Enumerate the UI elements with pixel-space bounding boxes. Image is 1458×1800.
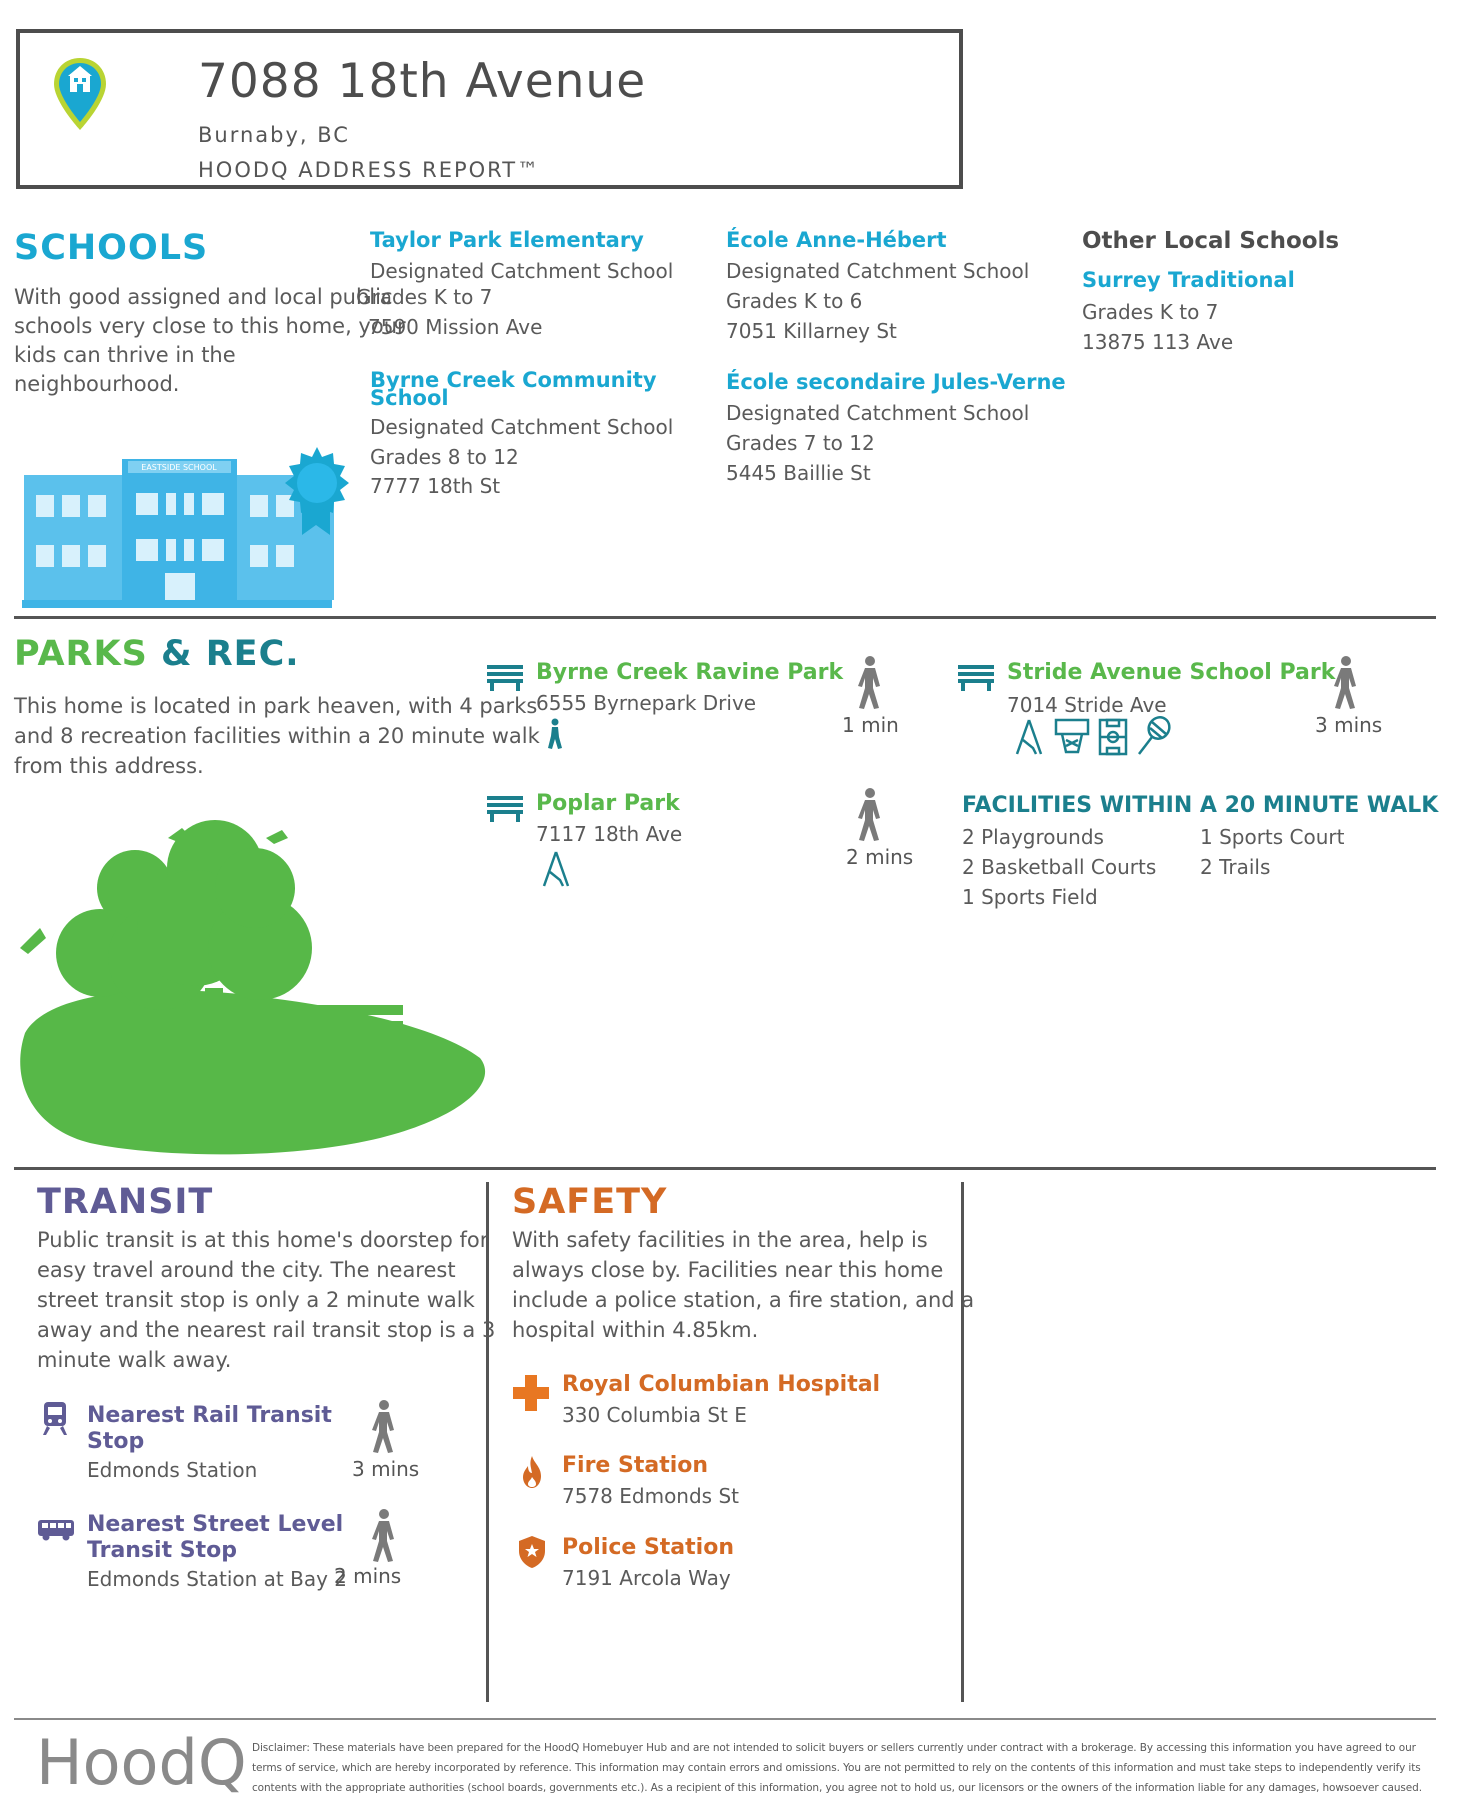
footer-divider [14,1718,1436,1720]
police-badge-icon [518,1535,546,1569]
schools-description-line: neighbourhood. [14,372,180,396]
facility-item: 1 Sports Court [1200,825,1345,849]
park-name[interactable]: Poplar Park [536,791,680,816]
playground-icon [541,850,571,888]
other-school-grades: Grades K to 7 [1082,300,1219,324]
facility-item: 2 Trails [1200,855,1271,879]
school-type: Designated Catchment School [370,415,674,439]
train-icon [42,1400,68,1436]
park-address: 7014 Stride Ave [1007,693,1167,717]
other-schools-heading: Other Local Schools [1082,228,1340,254]
column-divider [961,1182,964,1702]
bench-icon [958,665,994,691]
other-school-name[interactable]: Surrey Traditional [1082,268,1295,292]
facilities-heading: FACILITIES WITHIN A 20 MINUTE WALK [962,793,1439,818]
basketball-icon [1054,718,1090,756]
disclaimer-line: Disclaimer: These materials have been prepared for the HoodQ Homebuyer Hub and are not intended to solicit buyers or sellers currently under contract with a brokerage. By accessing this information you have agreed to our [252,1742,1416,1754]
walk-time: 3 mins [352,1457,420,1481]
flame-icon [521,1455,543,1489]
school-name-continued[interactable]: School [370,386,449,410]
safety-description-line: With safety facilities in the area, help is [512,1228,928,1252]
walking-person-icon [368,1400,400,1454]
section-divider [14,616,1436,619]
report-label: HOODQ ADDRESS REPORT™ [198,158,541,182]
safety-description-line: include a police station, a fire station, and a [512,1288,975,1312]
park-address: 7117 18th Ave [536,822,683,846]
walking-person-icon [854,788,886,842]
school-grades: Grades 7 to 12 [726,431,875,455]
parks-description-line: and 8 recreation facilities within a 20 minute walk [14,724,540,748]
disclaimer-line: terms of service, which are hereby incorporated by reference. This information may contain errors and omissions. You are not permitted to rely on the contents of this information and must take steps to independently verify its [252,1762,1421,1774]
location-pin-icon [52,56,108,132]
safety-facility-name[interactable]: Royal Columbian Hospital [562,1372,881,1397]
schools-description-line: kids can thrive in the [14,343,236,367]
school-address: 7590 Mission Ave [368,315,543,339]
park-illustration [20,808,485,1158]
bench-icon [487,665,523,691]
school-sign: EASTSIDE SCHOOL [141,463,217,472]
safety-title: SAFETY [512,1182,668,1222]
safety-description-line: always close by. Facilities near this home [512,1258,944,1282]
walk-time: 2 mins [334,1564,402,1588]
school-address: 7777 18th St [370,474,501,498]
hoodq-logo: HoodQ [36,1726,247,1799]
address-title: 7088 18th Avenue [198,54,647,109]
walking-person-icon [368,1509,400,1563]
hospital-cross-icon [512,1374,550,1412]
column-divider [486,1182,489,1702]
transit-description-line: Public transit is at this home's doorstep for [37,1228,489,1252]
park-address: 6555 Byrnepark Drive [536,691,757,715]
rail-transit-label[interactable]: Nearest Rail Transit [87,1403,332,1428]
school-address: 7051 Killarney St [726,319,897,343]
sports-court-icon [1136,716,1172,756]
sports-field-icon [1098,718,1128,756]
park-name[interactable]: Byrne Creek Ravine Park [536,660,844,685]
facility-item: 1 Sports Field [962,885,1098,909]
street-transit-label-continued[interactable]: Transit Stop [87,1538,237,1563]
transit-description-line: minute walk away. [37,1348,232,1372]
school-grades: Grades K to 7 [356,285,493,309]
schools-title: SCHOOLS [14,228,209,268]
schools-description-line: schools very close to this home, your [14,314,406,338]
transit-description-line: street transit stop is only a 2 minute walk [37,1288,475,1312]
school-grades: Grades 8 to 12 [370,445,519,469]
rail-transit-label-continued[interactable]: Stop [87,1429,145,1454]
walk-time: 1 min [842,713,899,737]
safety-facility-address: 330 Columbia St E [562,1403,747,1427]
parks-description-line: from this address. [14,754,204,778]
playground-icon [1014,718,1044,756]
school-type: Designated Catchment School [726,401,1030,425]
transit-description-line: away and the nearest rail transit stop is a 3 [37,1318,496,1342]
school-address: 5445 Baillie St [726,461,871,485]
street-transit-label[interactable]: Nearest Street Level [87,1512,344,1537]
walk-time: 2 mins [846,845,914,869]
transit-description-line: easy travel around the city. The nearest [37,1258,456,1282]
school-name[interactable]: Taylor Park Elementary [370,228,644,252]
school-name[interactable]: École secondaire Jules-Verne [726,370,1066,394]
street-station: Edmonds Station at Bay 2 [87,1567,348,1591]
parks-description-line: This home is located in park heaven, with 4 parks [14,694,538,718]
school-name[interactable]: Byrne Creek Community [370,368,657,392]
safety-description-line: hospital within 4.85km. [512,1318,759,1342]
safety-facility-name[interactable]: Fire Station [562,1453,709,1478]
parks-title: PARKS & REC. [14,634,300,674]
trail-icon [544,718,564,750]
transit-title: TRANSIT [37,1182,214,1222]
safety-facility-name[interactable]: Police Station [562,1535,734,1560]
park-name[interactable]: Stride Avenue School Park [1007,660,1336,685]
school-name[interactable]: École Anne-Hébert [726,228,947,252]
walk-time: 3 mins [1315,713,1383,737]
school-type: Designated Catchment School [726,259,1030,283]
bench-icon [487,796,523,822]
walking-person-icon [1330,656,1362,710]
disclaimer-line: contents with the appropriate authorities (school boards, governments etc.). As a recipient of this information, you agree not to hold us, our licensors or the owners of the information liable for any damages, howsoever caused. [252,1782,1422,1794]
safety-facility-address: 7578 Edmonds St [562,1484,739,1508]
school-grades: Grades K to 6 [726,289,863,313]
rail-station: Edmonds Station [87,1458,258,1482]
facility-item: 2 Playgrounds [962,825,1104,849]
school-type: Designated Catchment School [370,259,674,283]
bus-icon [37,1519,75,1541]
walking-person-icon [854,656,886,710]
facility-item: 2 Basketball Courts [962,855,1157,879]
section-divider [14,1167,1436,1170]
other-school-address: 13875 113 Ave [1082,330,1234,354]
safety-facility-address: 7191 Arcola Way [562,1566,731,1590]
schools-description-line: With good assigned and local public [14,285,393,309]
address-city: Burnaby, BC [198,123,350,147]
award-ribbon-icon [280,445,354,541]
